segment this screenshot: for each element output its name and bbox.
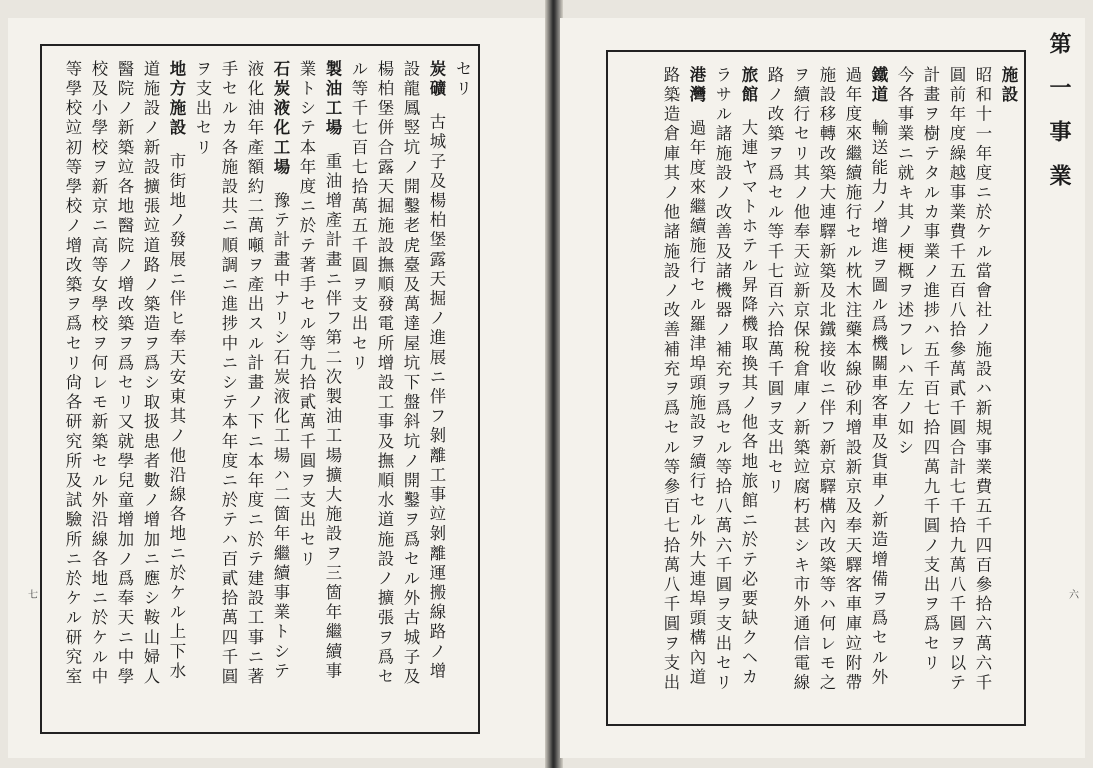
left-column <box>262 60 288 724</box>
body-text: 手セルカ各施設共ニ順調ニ進捗中ニシテ本年度ニ於テハ百貳拾萬四千圓 <box>219 60 238 688</box>
left-column <box>106 60 132 724</box>
body-text: 路ノ改築ヲ爲セル等千七百六拾萬千圓ヲ支出セリ <box>765 66 784 498</box>
body-text: 校及小學校ヲ新京ニ高等女學校ヲ何レモ新築セル外沿線各地ニ於ケル中 <box>89 60 108 688</box>
body-text: 液化油年產額約二萬噸ヲ產出スル計畫ノ下ニ本年度ニ於テ建設工事ニ著 <box>245 60 264 688</box>
section-heading: 施設 <box>999 66 1018 106</box>
body-text: ラサル諸施設ノ改善及諸機器ノ補充ヲ爲セル等拾八萬六千圓ヲ支出セリ <box>713 66 732 694</box>
section-heading: 製油工場 <box>323 60 342 139</box>
right-column <box>730 66 756 716</box>
left-column <box>340 60 366 724</box>
left-columns <box>42 46 478 732</box>
body-text: 計畫ヲ樹テタルカ事業ノ進捗ハ五千百七拾四萬九千圓ノ支出ヲ爲セリ <box>921 66 940 674</box>
body-text: 醫院ノ新築竝各地醫院ノ增改築ヲ爲セリ又就學兒童增加ノ爲奉天ニ中學 <box>115 60 134 688</box>
right-column <box>938 66 964 716</box>
body-text: 圓前年度繰越事業費千五百八拾參萬貳千圓合計七千拾九萬八千圓ヲ以テ <box>947 66 966 694</box>
left-column <box>366 60 392 724</box>
right-columns <box>608 52 1024 724</box>
body-text: 過年度來繼續施行セル枕木注藥本線砂利增設新京及奉天驛客車庫竝附帶 <box>843 66 862 694</box>
left-column <box>444 60 470 724</box>
body-text: 大連ヤマトホテル昇降機取換其ノ他各地旅館ニ於テ必要缺クヘカ <box>739 119 758 688</box>
section-heading: 港灣 <box>687 66 706 106</box>
body-text: 今各事業ニ就キ其ノ梗概ヲ述フレハ左ノ如シ <box>895 66 914 458</box>
left-column <box>132 60 158 724</box>
left-text-frame <box>40 44 480 734</box>
right-column <box>756 66 782 716</box>
left-column <box>418 60 444 724</box>
right-column <box>808 66 834 716</box>
chapter-title: 第一事業 <box>1046 32 1072 208</box>
body-text: ル等千七百七拾萬五千圓ヲ支出セリ <box>349 60 368 374</box>
body-text: 路築造倉庫其ノ他諸施設ノ改善補充ヲ爲セル等參百七拾萬八千圓ヲ支出 <box>661 66 680 694</box>
body-text: 等學校竝初等學校ノ增改築ヲ爲セリ尙各研究所及試驗所ニ於ケル研究室 <box>63 60 82 688</box>
body-text: 道施設ノ新設擴張竝道路ノ築造ヲ爲シ取扱患者數ノ增加ニ應シ鞍山婦人 <box>141 60 160 688</box>
right-column <box>990 66 1016 716</box>
left-column <box>236 60 262 724</box>
section-heading: 鐵道 <box>869 66 888 106</box>
body-text: 楊柏堡併合露天掘施設撫順發電所增設工事及撫順水道施設ノ擴張ヲ爲セ <box>375 60 394 688</box>
right-page <box>560 18 1085 758</box>
right-column <box>678 66 704 716</box>
left-column <box>184 60 210 724</box>
section-heading: 石炭液化工場 <box>271 60 290 178</box>
right-column <box>886 66 912 716</box>
body-text: セリ <box>453 60 472 100</box>
section-heading: 地方施設 <box>167 60 186 139</box>
body-text: 輸送能力ノ增進ヲ圖ル爲機關車客車及貨車ノ新造增備ヲ爲セル外 <box>869 119 888 688</box>
left-column <box>54 60 80 724</box>
right-column <box>704 66 730 716</box>
body-text: 施設移轉改築大連驛新築及北鐵接收ニ伴フ新京驛構內改築等ハ何レモ之 <box>817 66 836 694</box>
section-heading: 炭礦 <box>427 60 446 100</box>
body-text: 市街地ノ發展ニ伴ヒ奉天安東其ノ他沿線各地ニ於ケル上下水 <box>167 152 186 682</box>
left-page <box>8 18 548 758</box>
left-column <box>210 60 236 724</box>
right-column <box>912 66 938 716</box>
right-column <box>964 66 990 716</box>
left-column <box>158 60 184 724</box>
left-column <box>288 60 314 724</box>
body-text: 業トシテ本年度ニ於テ著手セル等九拾貳萬千圓ヲ支出セリ <box>297 60 316 570</box>
left-column <box>314 60 340 724</box>
page-number-right: 六 <box>1069 590 1079 601</box>
body-text: 古城子及楊柏堡露天掘ノ進展ニ伴フ剝離工事竝剝離運搬線路ノ增 <box>427 113 446 682</box>
body-text: 重油增產計畫ニ伴フ第二次製油工場擴大施設ヲ三箇年繼續事 <box>323 152 342 682</box>
left-column <box>392 60 418 724</box>
body-text: ヲ支出セリ <box>193 60 212 158</box>
right-column <box>834 66 860 716</box>
section-heading: 旅館 <box>739 66 758 106</box>
body-text: 豫テ計畫中ナリシ石炭液化工場ハ二箇年繼續事業トシテ <box>271 191 290 682</box>
right-column <box>860 66 886 716</box>
page-number-left: 七 <box>28 590 38 601</box>
body-text: ヲ續行セリ其ノ他奉天竝新京保稅倉庫ノ新築竝腐朽甚シキ市外通信電線 <box>791 66 810 694</box>
body-text: 設龍鳳竪坑ノ開鑿老虎臺及萬達屋坑下盤斜坑ノ開鑿ヲ爲セル外古城子及 <box>401 60 420 688</box>
right-column <box>782 66 808 716</box>
body-text: 昭和十一年度ニ於ケル當會社ノ施設ハ新規事業費五千四百參拾六萬六千 <box>973 66 992 694</box>
right-text-frame <box>606 50 1026 726</box>
right-column <box>652 66 678 716</box>
left-column <box>80 60 106 724</box>
body-text: 過年度來繼續施行セル羅津埠頭施設ヲ續行セル外大連埠頭構內道 <box>687 119 706 688</box>
